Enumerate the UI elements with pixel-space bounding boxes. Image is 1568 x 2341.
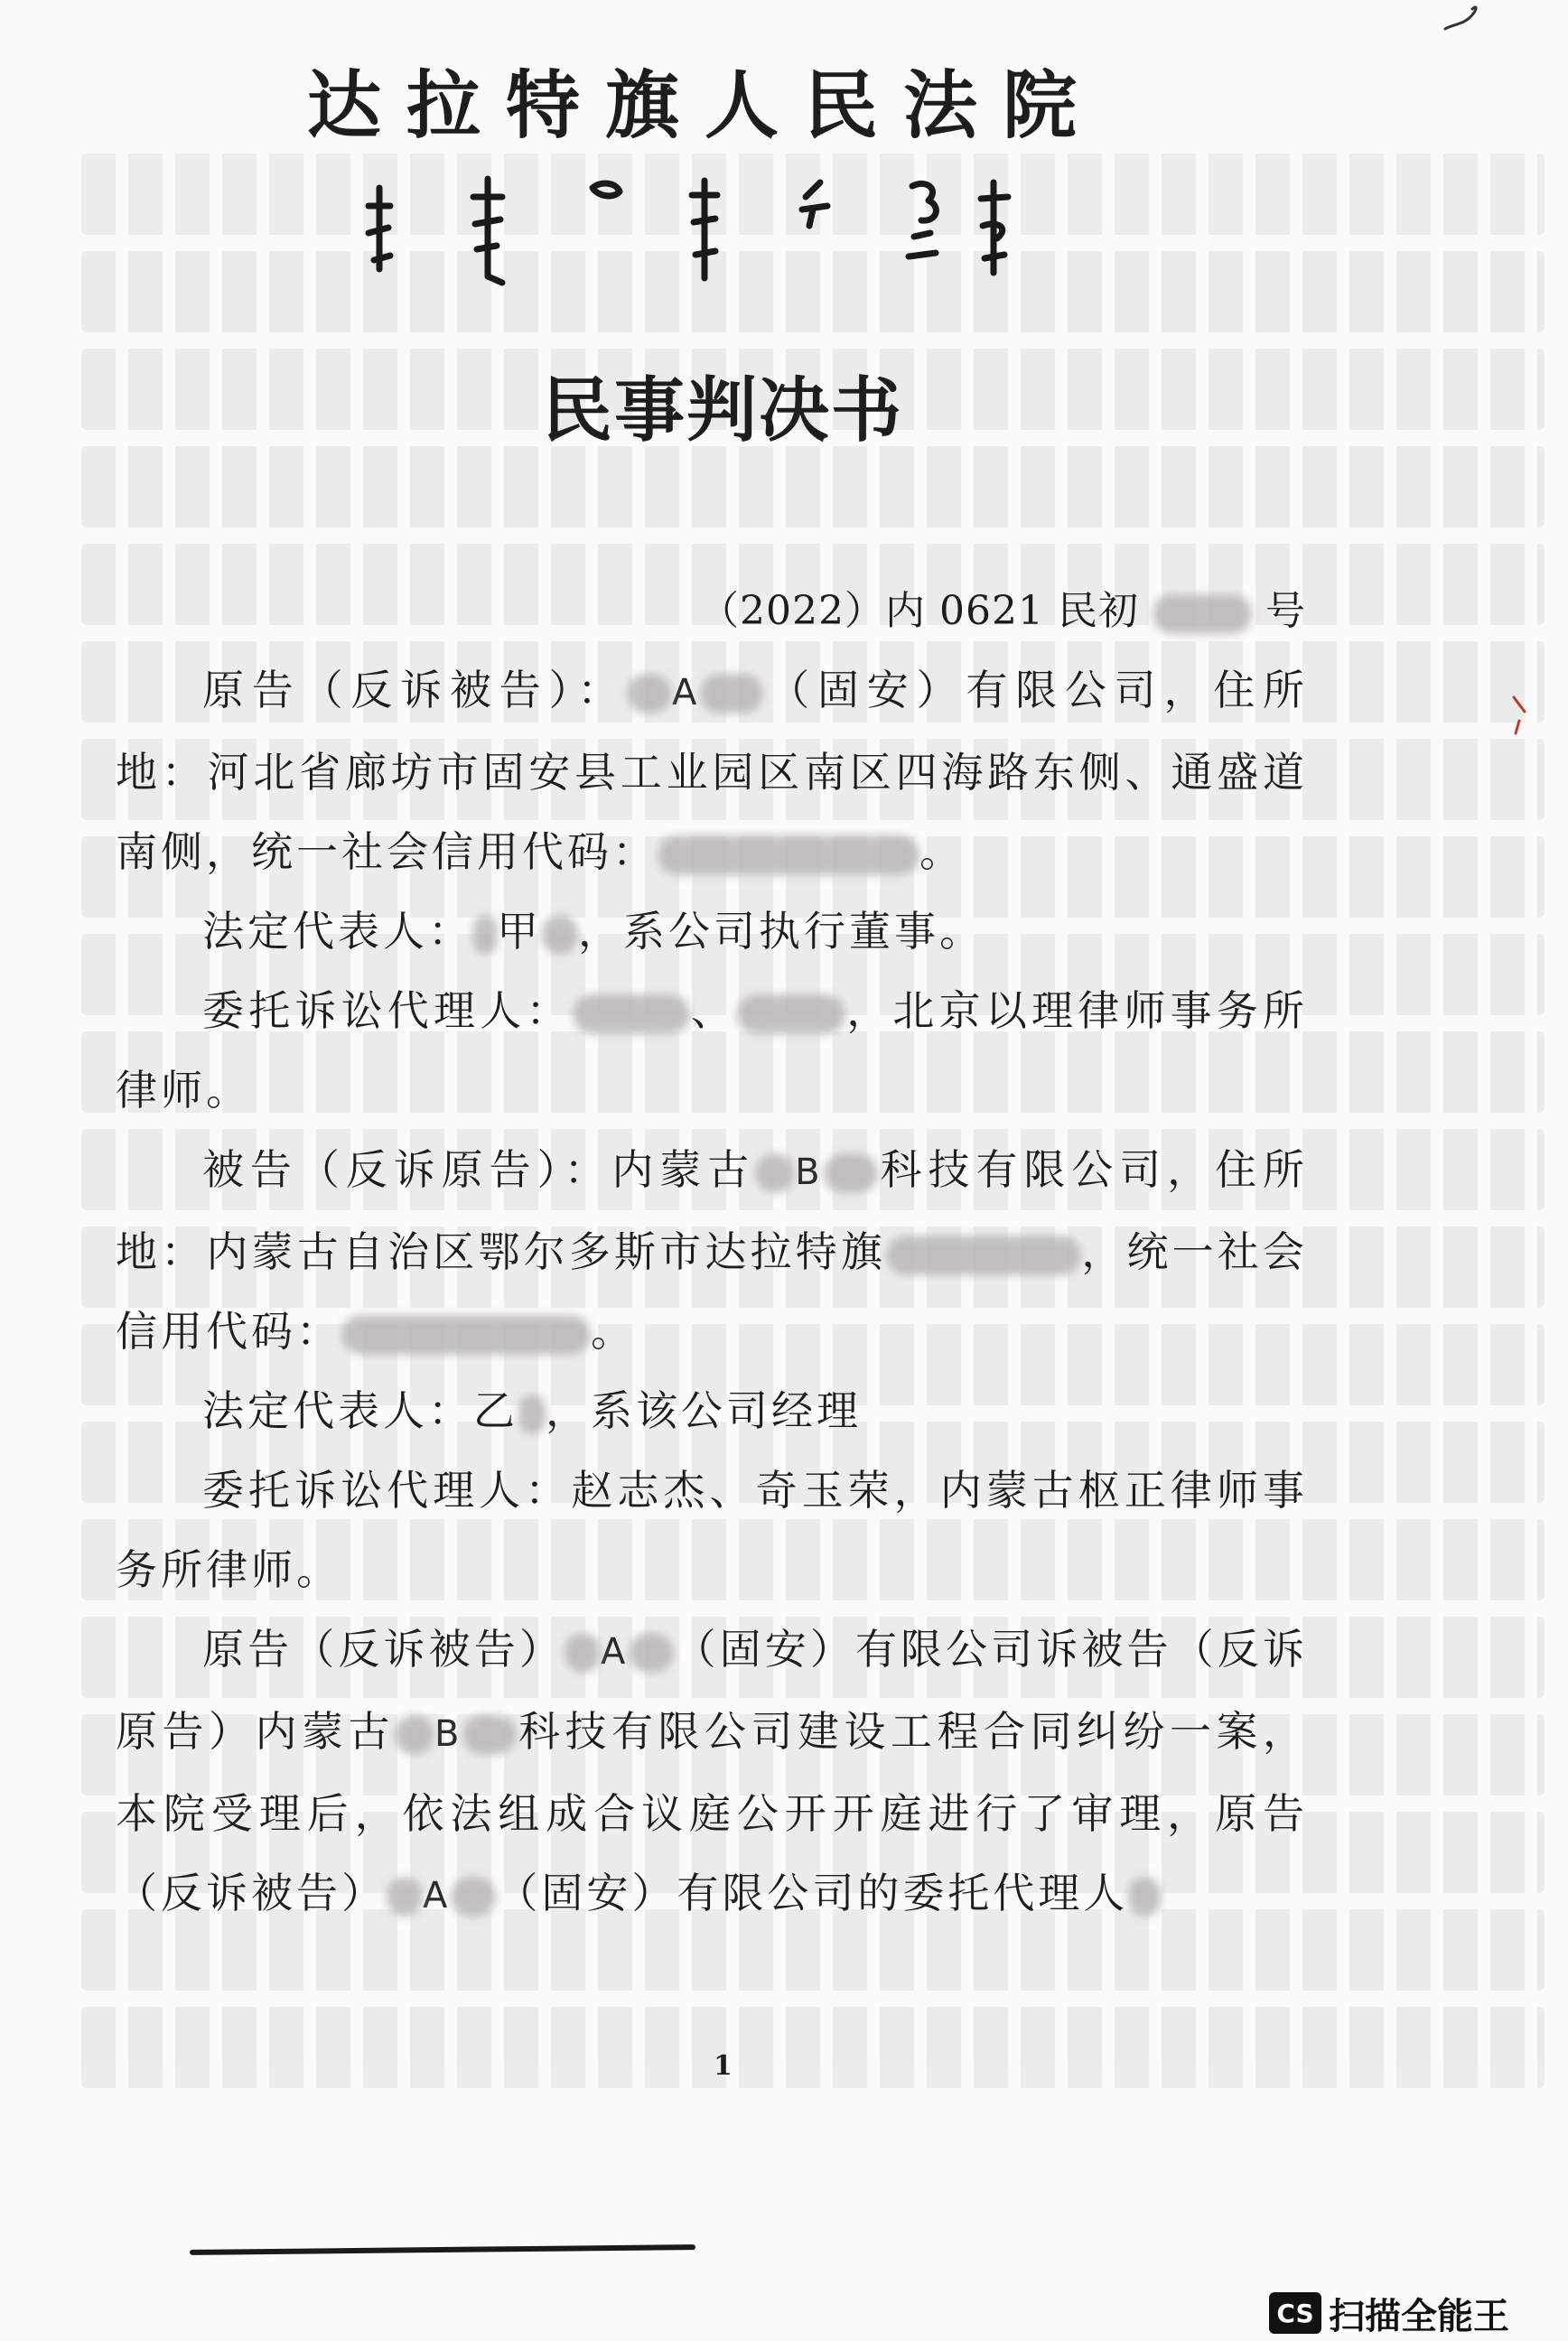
paragraph-defendant bbox=[116, 1130, 1308, 1371]
redacted-name bbox=[518, 1394, 546, 1434]
plaintiff-label: 原告（反诉被告）： bbox=[202, 666, 628, 714]
redacted-name bbox=[824, 1153, 878, 1193]
redacted-name bbox=[395, 1715, 434, 1755]
footer-rule bbox=[190, 2244, 695, 2255]
redacted-name bbox=[542, 915, 578, 955]
redacted-name bbox=[573, 994, 690, 1034]
redacted-name bbox=[387, 1877, 423, 1917]
plaintiff-rep-label: 法定代表人： bbox=[202, 907, 473, 956]
paragraph-plaintiff-rep bbox=[116, 891, 1308, 971]
plaintiff-rep-text: ，系公司执行董事。 bbox=[578, 907, 985, 956]
redacted-name bbox=[755, 1153, 795, 1193]
redacted-credit-code bbox=[658, 835, 919, 875]
redacted-name bbox=[462, 1715, 517, 1755]
plaintiff-agent-sep: 、 bbox=[689, 986, 738, 1035]
paragraph-defendant-agent bbox=[116, 1450, 1308, 1609]
defendant-end: 。 bbox=[591, 1307, 636, 1356]
document-title: 民事判决书 bbox=[541, 369, 903, 452]
summary-mark-a: A bbox=[600, 1631, 630, 1673]
case-number-suffix: 号 bbox=[1265, 588, 1306, 634]
redacted-name bbox=[451, 1877, 496, 1917]
redacted-address bbox=[886, 1236, 1081, 1275]
plaintiff-text: （固安）有限公司，住所地：河北省廊坊市固安县工业园区南区四海路东侧、通盛道南侧，统一社会信用代码： bbox=[116, 666, 1308, 876]
redacted-case-number bbox=[1153, 594, 1252, 634]
summary-mark-b: B bbox=[434, 1713, 463, 1755]
judgment-body bbox=[116, 650, 1308, 1935]
defendant-agent-text: 委托诉讼代理人：赵志杰、奇玉荣，内蒙古枢正律师事务所律师。 bbox=[116, 1466, 1308, 1594]
redacted-name bbox=[473, 915, 497, 955]
paragraph-defendant-rep bbox=[116, 1371, 1308, 1450]
defendant-text2: ，统一社会信用代码： bbox=[116, 1227, 1309, 1356]
defendant-text: 科技有限公司，住所地：内蒙古自治区鄂尔多斯市达拉特旗 bbox=[116, 1145, 1309, 1276]
summary-part4: （固安）有限公司的委托代理人 bbox=[496, 1869, 1129, 1917]
summary-part1: 原告（反诉被告） bbox=[202, 1625, 565, 1674]
redacted-name bbox=[1128, 1877, 1161, 1917]
defendant-label: 被告（反诉原告）：内蒙古 bbox=[202, 1145, 756, 1194]
plaintiff-end: 。 bbox=[919, 827, 965, 876]
defendant-rep-text: ，系该公司经理 bbox=[546, 1386, 862, 1435]
redacted-name bbox=[565, 1633, 601, 1673]
plaintiff-agent-label: 委托诉讼代理人： bbox=[202, 986, 573, 1035]
corner-pen-mark bbox=[1442, 4, 1481, 34]
defendant-mark: B bbox=[795, 1152, 824, 1193]
plaintiff-rep-mark: 甲 bbox=[497, 907, 542, 956]
redacted-name bbox=[629, 1633, 674, 1673]
plaintiff-agent-text: ，北京以理律师事务所律师。 bbox=[116, 986, 1309, 1115]
redacted-credit-code bbox=[341, 1315, 591, 1355]
defendant-rep-label: 法定代表人： bbox=[202, 1386, 473, 1435]
court-name: 达拉特旗人民法院 bbox=[306, 62, 1102, 149]
red-ink-mark bbox=[1510, 694, 1530, 737]
redacted-name bbox=[700, 674, 763, 713]
camscanner-logo-icon: CS bbox=[1269, 2292, 1321, 2334]
page-number: 1 bbox=[714, 2050, 733, 2082]
case-number-prefix: （2022）内 0621 民初 bbox=[699, 588, 1139, 634]
plaintiff-mark: A bbox=[672, 672, 701, 713]
mongolian-script-icon bbox=[361, 170, 1066, 287]
redacted-name bbox=[737, 994, 845, 1034]
summary-mark-a2: A bbox=[423, 1875, 452, 1917]
defendant-rep-mark: 乙 bbox=[473, 1386, 518, 1435]
redacted-name bbox=[627, 674, 672, 713]
case-number bbox=[699, 578, 1306, 636]
scanner-app-name: 扫描全能王 bbox=[1329, 2295, 1509, 2337]
paragraph-plaintiff bbox=[116, 650, 1308, 891]
summary-part2: （固安）有限公司诉被告（反诉原告）内蒙古 bbox=[116, 1625, 1309, 1756]
paragraph-plaintiff-agent bbox=[116, 971, 1308, 1130]
paragraph-summary bbox=[116, 1609, 1308, 1935]
summary-part3: 科技有限公司建设工程合同纠纷一案，本院受理后，依法组成合议庭公开开庭进行了审理，原告（反诉被告） bbox=[116, 1707, 1309, 1917]
scanner-watermark bbox=[1269, 2288, 1509, 2338]
